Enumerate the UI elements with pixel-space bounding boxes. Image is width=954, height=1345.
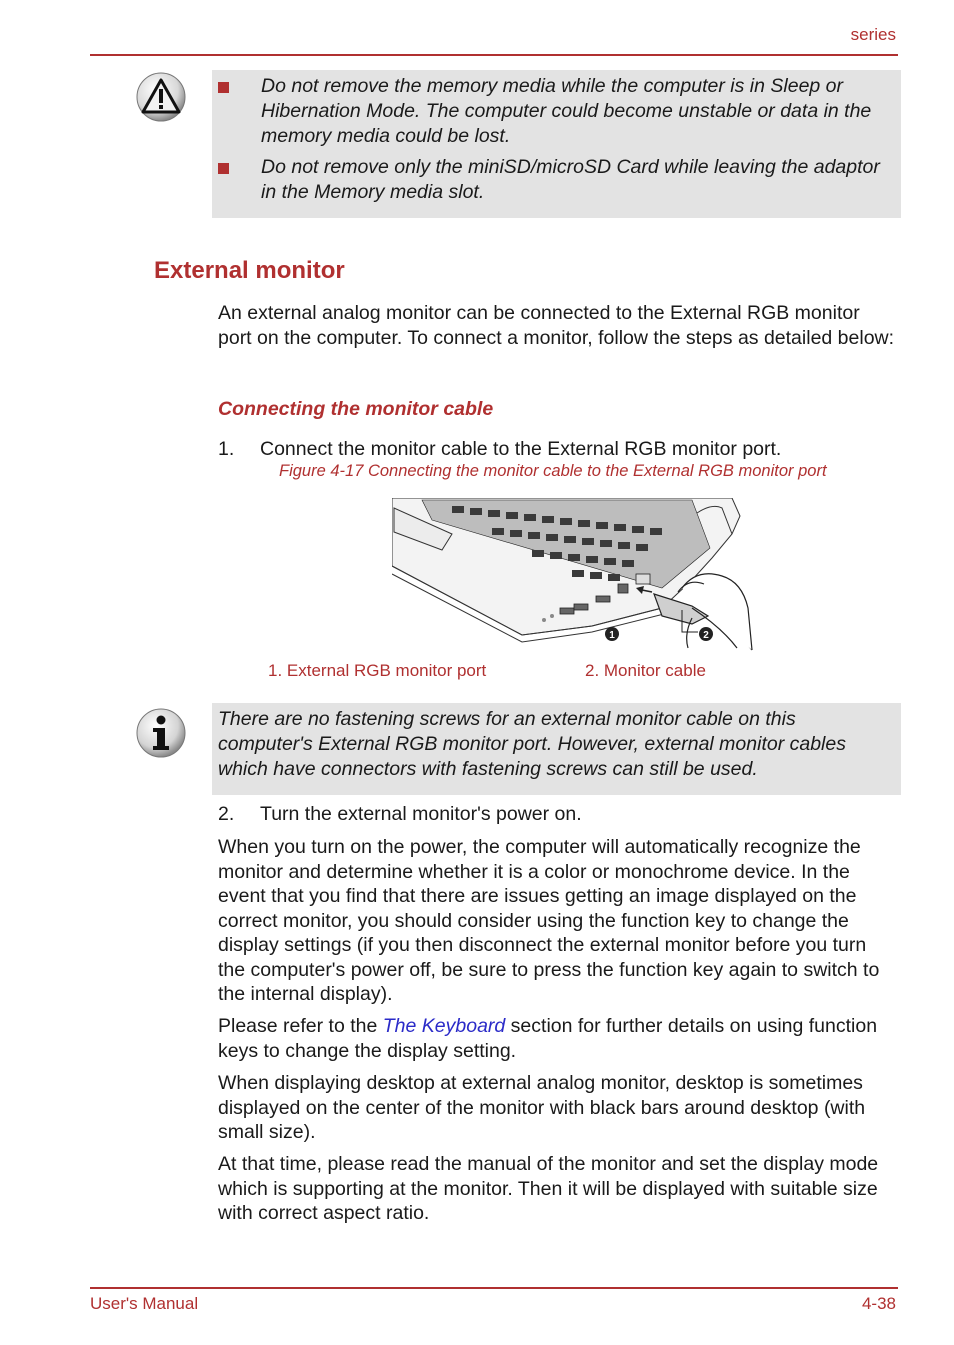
footer-manual-title: User's Manual <box>90 1294 199 1313</box>
body-paragraph-3: When displaying desktop at external analog monitor, desktop is sometimes displayed on the center of the monitor with black bars around desktop (with small size). <box>218 1072 866 1143</box>
body-paragraph-2: Please refer to the The Keyboard section for further details on using function keys to change the display setting. <box>218 1015 878 1062</box>
running-header: series <box>850 25 896 44</box>
body-paragraph-4: At that time, please read the manual of the monitor and set the display mode which is supporting at the monitor. Then it will be displayed with suitable size with correct aspect ratio. <box>218 1153 879 1224</box>
figure-legend-1: 1. External RGB monitor port <box>268 661 487 680</box>
figure-caption: Figure 4-17 Connecting the monitor cable to the External RGB monitor port <box>279 462 827 480</box>
header-rule <box>90 54 898 56</box>
note-text: There are no fastening screws for an external monitor cable on this computer's External RGB monitor port. However, external monitor cables which have connectors with fastening screws can still be used. <box>218 708 846 780</box>
bullet-square-icon <box>218 82 229 93</box>
keyboard-section-link[interactable]: The Keyboard <box>382 1015 506 1037</box>
warning-triangle-icon <box>136 72 186 122</box>
subsection-title: Connecting the monitor cable <box>218 398 494 420</box>
figure-callout-2: 2 <box>703 630 709 641</box>
figure-legend-2: 2. Monitor cable <box>585 661 706 680</box>
footer-rule <box>90 1287 898 1289</box>
section-title: External monitor <box>154 257 345 284</box>
bullet-square-icon <box>218 163 229 174</box>
info-icon <box>136 708 186 758</box>
laptop-rgb-port-illustration <box>392 498 764 652</box>
body-paragraph-1: When you turn on the power, the computer will automatically recognize the monitor and determine whether it is a color or monochrome device. In the event that you find that there are issues getting an image displayed on the correct monitor, you should consider using the function key to change the display settings (if you then disconnect the external monitor before you turn the computer's power off, be sure to press the function key again to switch to the internal display). <box>218 836 880 1005</box>
page-number: 4-38 <box>861 1294 896 1313</box>
figure-callout-1: 1 <box>609 630 615 641</box>
intro-paragraph: An external analog monitor can be connected to the External RGB monitor port on the computer. To connect a monitor, follow the steps as detailed below: <box>218 302 895 349</box>
